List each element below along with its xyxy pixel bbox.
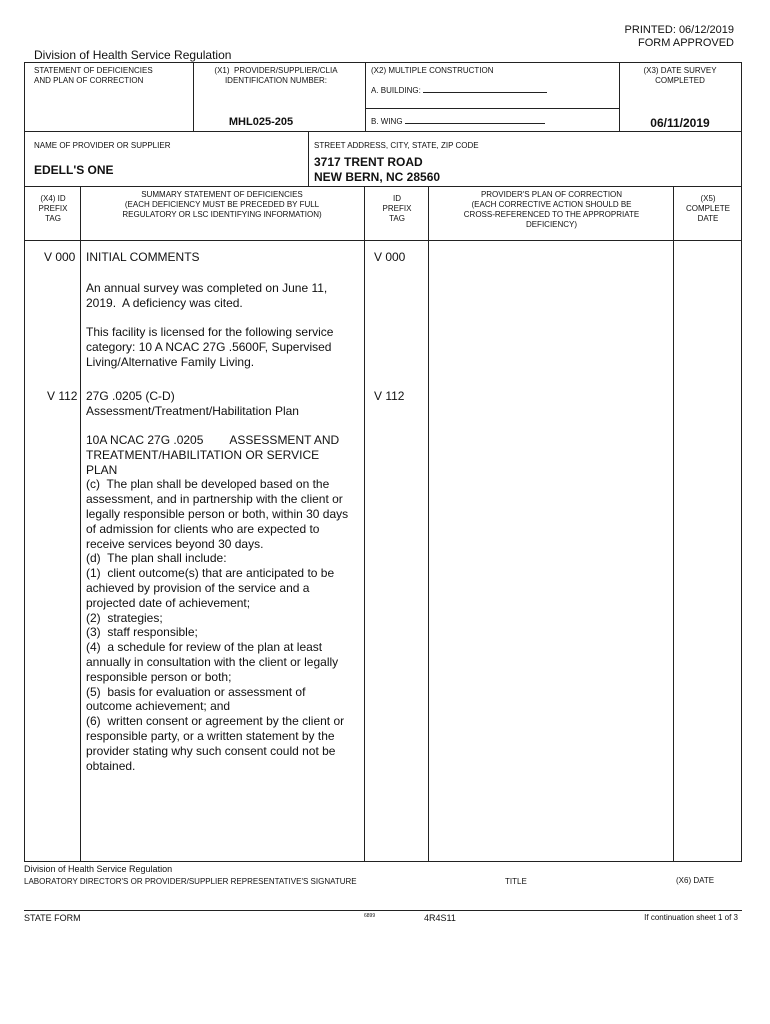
statement-label: STATEMENT OF DEFICIENCIES AND PLAN OF CORRECTION [34, 66, 153, 85]
col-summary-header: SUMMARY STATEMENT OF DEFICIENCIES (EACH DEFICIENCY MUST BE PRECEDED BY FULL REGULATORY OR LSC IDENTIFYING INFORMATION) [122, 190, 322, 219]
form-number: 6899 [364, 913, 376, 919]
entry-id-prefix: V 112 [374, 389, 405, 403]
x3-label: (X3) DATE SURVEY COMPLETED [643, 66, 717, 85]
continuation-sheet: If continuation sheet 1 of 3 [644, 913, 738, 922]
entry-prefix: V 112 [47, 389, 78, 403]
provider-name-label: NAME OF PROVIDER OR SUPPLIER [34, 141, 171, 150]
entry-paragraph: 10A NCAC 27G .0205 ASSESSMENT AND TREATMENT/HABILITATION OR SERVICE PLAN (c) The plan shall be developed based on the assessment, and in partnership with the client or legally responsible person or both, within 30 days of admission for clients who are expected to receive services beyond 30 days. (d) The plan shall include: (1) client outcome(s) that are anticipated to be achieved by provision of the service and a projected date of achievement; (2) strategies; (3) staff responsible; (4) a schedule for review of the plan at least annually in consultation with the client or legally responsible person or both; (5) basis for evaluation or assessment of outcome achievement; and (6) written consent or agreement by the client or responsible party, or a written statement by the provider stating why such consent could not be obtained. [86, 433, 349, 773]
provider-id: MHL025-205 [228, 116, 294, 128]
entry-paragraph: An annual survey was completed on June 11, 2019. A deficiency was cited. [86, 281, 328, 310]
entry-id-prefix: V 000 [374, 250, 406, 264]
provider-address [314, 155, 440, 185]
signature-label: LABORATORY DIRECTOR'S OR PROVIDER/SUPPLIER REPRESENTATIVE'S SIGNATURE [24, 877, 357, 886]
entry-prefix: V 000 [44, 250, 76, 264]
address-label: STREET ADDRESS, CITY, STATE, ZIP CODE [314, 141, 479, 150]
provider-name: EDELL'S ONE [34, 163, 114, 177]
col-x4-header: (X4) ID PREFIX TAG [38, 194, 68, 223]
survey-date: 06/11/2019 [650, 116, 710, 130]
building-blank [423, 83, 547, 93]
entry-paragraph: This facility is licensed for the following service category: 10 A NCAC 27G .5600F, Supervised Living/Alternative Family Living. [86, 325, 334, 369]
x2-label: (X2) MULTIPLE CONSTRUCTION [371, 66, 494, 75]
building-field [371, 83, 547, 96]
printed-date: PRINTED: 06/12/2019 [624, 24, 734, 36]
entry-title: INITIAL COMMENTS [86, 250, 200, 264]
form-approved: FORM APPROVED [638, 37, 734, 49]
col-id-header: ID PREFIX TAG [382, 194, 412, 223]
signature-date-label: (X6) DATE [676, 876, 715, 885]
wing-label: B. WING [371, 117, 403, 126]
event-id: 4R4S11 [424, 913, 456, 923]
building-label: A. BUILDING: [371, 86, 421, 95]
wing-field [371, 114, 545, 127]
title-label: TITLE [505, 877, 527, 886]
col-x5-header: (X5) COMPLETE DATE [685, 194, 730, 223]
division-title: Division of Health Service Regulation [34, 48, 232, 62]
address-line-1: 3717 TRENT ROAD [314, 155, 423, 169]
address-line-2: NEW BERN, NC 28560 [314, 170, 441, 184]
footer-division: Division of Health Service Regulation [24, 864, 173, 874]
wing-blank [405, 114, 545, 124]
x1-label: (X1) PROVIDER/SUPPLIER/CLIA IDENTIFICATION NUMBER: [214, 66, 338, 85]
print-info [625, 24, 734, 50]
state-form-label: STATE FORM [24, 913, 81, 923]
col-plan-header: PROVIDER'S PLAN OF CORRECTION (EACH CORRECTIVE ACTION SHOULD BE CROSS-REFERENCED TO THE APPROPRIATE DEFICIENCY) [463, 190, 640, 229]
entry-title: 27G .0205 (C-D) Assessment/Treatment/Habilitation Plan [86, 389, 299, 418]
